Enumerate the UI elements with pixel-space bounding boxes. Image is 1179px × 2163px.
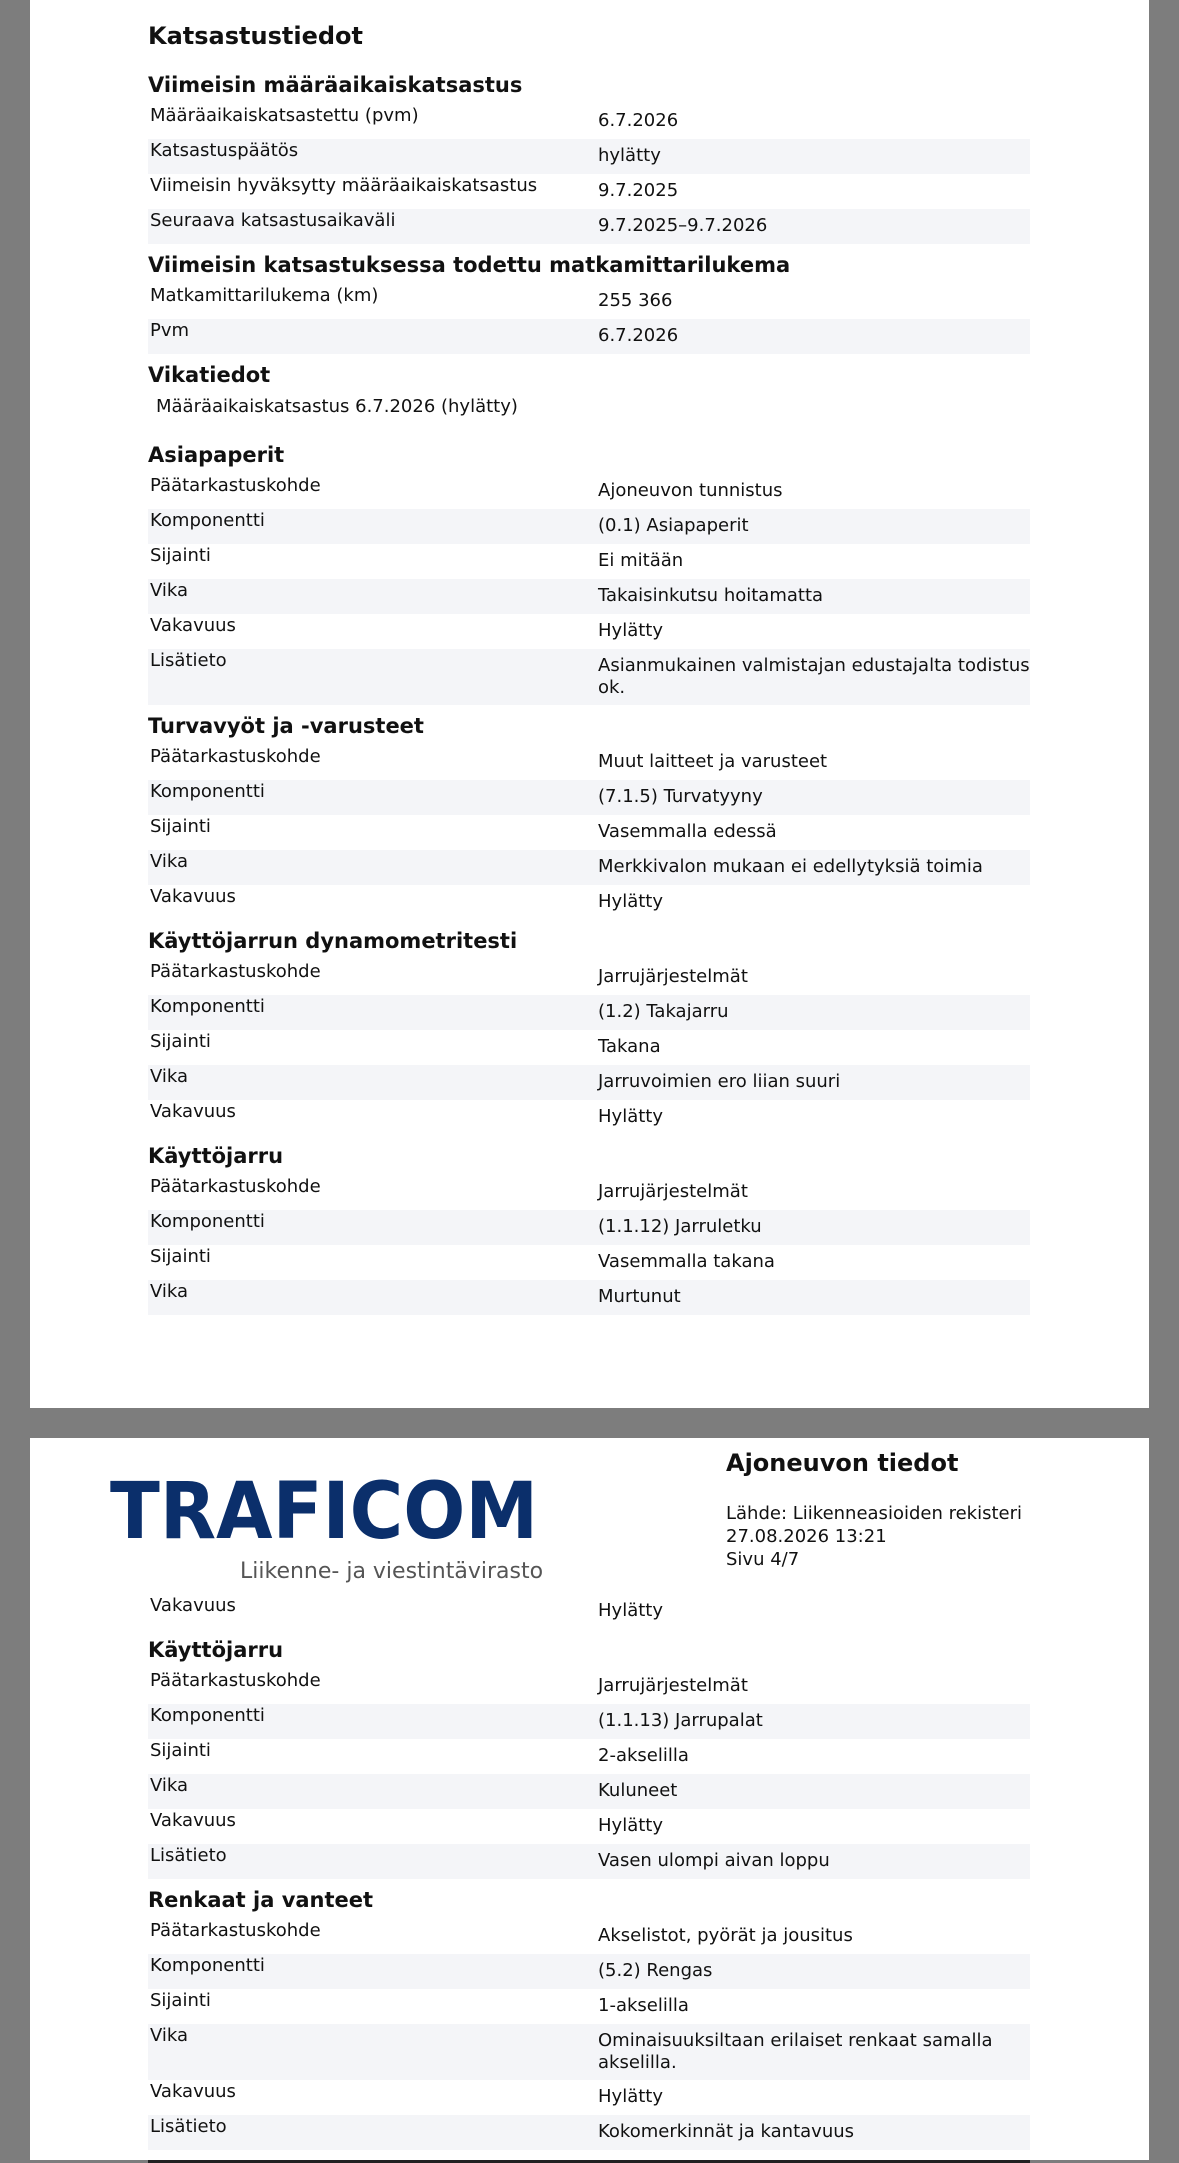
row-label: Sijainti [150,816,211,837]
row-value: (1.2) Takajarru [598,1001,729,1022]
row-value: Vasemmalla edessä [598,821,777,842]
row-value: 1-akselilla [598,1995,689,2016]
row-label: Viimeisin hyväksytty määräaikaiskatsastus [150,175,538,196]
row-label: Lisätieto [150,2116,227,2137]
row-label: Päätarkastuskohde [150,1176,321,1197]
table-row [148,1175,1030,1210]
row-value: 255 366 [598,290,673,311]
table-row [148,104,1030,139]
row-value: Muut laitteet ja varusteet [598,751,828,772]
row-label: Sijainti [150,1246,211,1267]
table-row [148,1669,1030,1704]
row-value: 6.7.2026 [598,325,679,346]
row-label: Vakavuus [150,1595,236,1616]
fault-table-service-brake [148,1175,1030,1315]
row-value: Akselistot, pyörät ja jousitus [598,1925,853,1946]
table-row [148,579,1030,614]
row-value: Jarruvoimien ero liian suuri [598,1071,841,1092]
row-label: Sijainti [150,1740,211,1761]
row-value: (0.1) Asiapaperit [598,515,749,536]
table-row [148,209,1030,244]
row-label: Vika [150,1066,189,1087]
row-label: Katsastuspäätös [150,140,299,161]
table-row [148,1954,1030,1989]
section-heading-faults: Vikatiedot [148,363,271,387]
row-value: Vasemmalla takana [598,1251,775,1272]
row-label: Vika [150,580,189,601]
table-row [148,885,1030,920]
page-content [148,22,1030,1315]
row-value: hylätty [598,145,661,166]
row-value: Kokomerkinnät ja kantavuus [598,2121,855,2142]
row-label: Vakavuus [150,1810,236,1831]
page-number: Sivu 4/7 [726,1549,800,1570]
traficom-logo [110,1468,560,1588]
table-row [148,174,1030,209]
last-inspection-table [148,104,1030,244]
row-value: Jarrujärjestelmät [598,966,748,987]
row-label: Sijainti [150,1990,211,2011]
table-row [148,1919,1030,1954]
page-content [148,1594,1030,2163]
row-label: Komponentti [150,1955,265,1976]
row-value: (1.1.13) Jarrupalat [598,1710,763,1731]
document-page-4 [30,1438,1149,2160]
row-value: Hylätty [598,891,663,912]
row-value: Takaisinkutsu hoitamatta [598,585,824,606]
row-label: Vakavuus [150,2081,236,2102]
row-label: Vika [150,851,189,872]
table-row [148,1809,1030,1844]
table-row [148,850,1030,885]
row-value: Murtunut [598,1286,681,1307]
row-label: Sijainti [150,545,211,566]
table-row [148,2080,1030,2115]
table-row [148,995,1030,1030]
table-row [148,284,1030,319]
table-row [148,1594,1030,1629]
continued-fault-table [148,1594,1030,1629]
row-value: Hylätty [598,1600,663,1621]
table-row [148,474,1030,509]
row-label: Vakavuus [150,1101,236,1122]
row-label: Päätarkastuskohde [150,961,321,982]
row-label: Vakavuus [150,615,236,636]
row-value: Ei mitään [598,550,684,571]
row-value: 2-akselilla [598,1745,689,1766]
table-row [148,1844,1030,1879]
table-row [148,2024,1030,2080]
row-value: Takana [598,1036,661,1057]
odometer-table [148,284,1030,354]
section-heading-service-brake-2: Käyttöjarru [148,1638,284,1662]
page-title: Katsastustiedot [148,22,363,50]
table-row [148,319,1030,354]
table-row [148,815,1030,850]
table-row [148,960,1030,995]
source-text: Lähde: Liikenneasioiden rekisteri [726,1503,1022,1524]
row-value: Hylätty [598,1106,663,1127]
table-row [148,780,1030,815]
row-value: Jarrujärjestelmät [598,1181,748,1202]
row-value: 9.7.2025 [598,180,679,201]
section-heading-tyres-rims: Renkaat ja vanteet [148,1888,374,1912]
fault-table-service-brake-2 [148,1669,1030,1879]
row-value: Hylätty [598,1815,663,1836]
table-row [148,1245,1030,1280]
document-header-info [726,1448,1056,1571]
document-page-3 [30,0,1149,1408]
row-label: Päätarkastuskohde [150,1670,321,1691]
section-heading-brake-dyno: Käyttöjarrun dynamometritesti [148,929,518,953]
table-row [148,745,1030,780]
row-label: Vika [150,1281,189,1302]
row-label: Sijainti [150,1031,211,1052]
row-label: Matkamittarilukema (km) [150,285,379,306]
header-title: Ajoneuvon tiedot [726,1449,959,1477]
row-label: Lisätieto [150,650,227,671]
row-label: Vakavuus [150,886,236,907]
row-label: Pvm [150,320,190,341]
row-label: Komponentti [150,1705,265,1726]
section-heading-odometer: Viimeisin katsastuksessa todettu matkamittarilukema [148,253,791,277]
table-row [148,1100,1030,1135]
row-value: 9.7.2025–9.7.2026 [598,215,768,236]
table-row [148,509,1030,544]
row-label: Komponentti [150,1211,265,1232]
table-row [148,1065,1030,1100]
row-label: Komponentti [150,996,265,1017]
table-row [148,1030,1030,1065]
row-value: (7.1.5) Turvatyyny [598,786,763,807]
row-label: Seuraava katsastusaikaväli [150,210,396,231]
row-value: (5.2) Rengas [598,1960,713,1981]
table-row [148,1739,1030,1774]
row-value: Kuluneet [598,1780,678,1801]
table-row [148,649,1030,705]
row-value: Vasen ulompi aivan loppu [598,1850,830,1871]
row-label: Päätarkastuskohde [150,746,321,767]
traficom-logo-icon [110,1468,560,1588]
table-row [148,1210,1030,1245]
row-label: Lisätieto [150,1845,227,1866]
row-value: Merkkivalon mukaan ei edellytyksiä toimia [598,856,983,877]
row-value: (1.1.12) Jarruletku [598,1216,762,1237]
row-value: Asianmukainen valmistajan edustajalta todistus ok. [598,655,1030,698]
table-row [148,614,1030,649]
fault-table-brake-dyno [148,960,1030,1135]
timestamp: 27.08.2026 13:21 [726,1526,887,1547]
table-row [148,139,1030,174]
fault-table-seatbelts [148,745,1030,920]
svg-text:Liikenne- ja viestintävirasto: Liikenne- ja viestintävirasto [240,1559,544,1584]
table-row [148,2115,1030,2150]
table-row [148,1704,1030,1739]
row-value: Hylätty [598,620,663,641]
table-row [148,544,1030,579]
row-label: Vika [150,2025,189,2046]
row-label: Komponentti [150,510,265,531]
row-value: Jarrujärjestelmät [598,1675,748,1696]
fault-table-tyres-rims [148,1919,1030,2150]
row-label: Päätarkastuskohde [150,475,321,496]
faults-intro: Määräaikaiskatsastus 6.7.2026 (hylätty) [156,396,518,417]
row-label: Komponentti [150,781,265,802]
table-row [148,1774,1030,1809]
section-heading-service-brake: Käyttöjarru [148,1144,284,1168]
row-label: Vika [150,1775,189,1796]
section-heading-seatbelts: Turvavyöt ja -varusteet [148,714,424,738]
row-value: 6.7.2026 [598,110,679,131]
row-value: Ajoneuvon tunnistus [598,480,783,501]
row-value: Ominaisuuksiltaan erilaiset renkaat samalla akselilla. [598,2030,993,2073]
row-label: Päätarkastuskohde [150,1920,321,1941]
row-label: Määräaikaiskatsastettu (pvm) [150,105,419,126]
row-value: Hylätty [598,2086,663,2107]
section-heading-last-inspection: Viimeisin määräaikaiskatsastus [148,73,523,97]
table-row [148,1280,1030,1315]
table-row [148,1989,1030,2024]
fault-table-documents [148,474,1030,705]
section-heading-documents: Asiapaperit [148,443,285,467]
svg-text:TRAFICOM: TRAFICOM [110,1468,538,1557]
